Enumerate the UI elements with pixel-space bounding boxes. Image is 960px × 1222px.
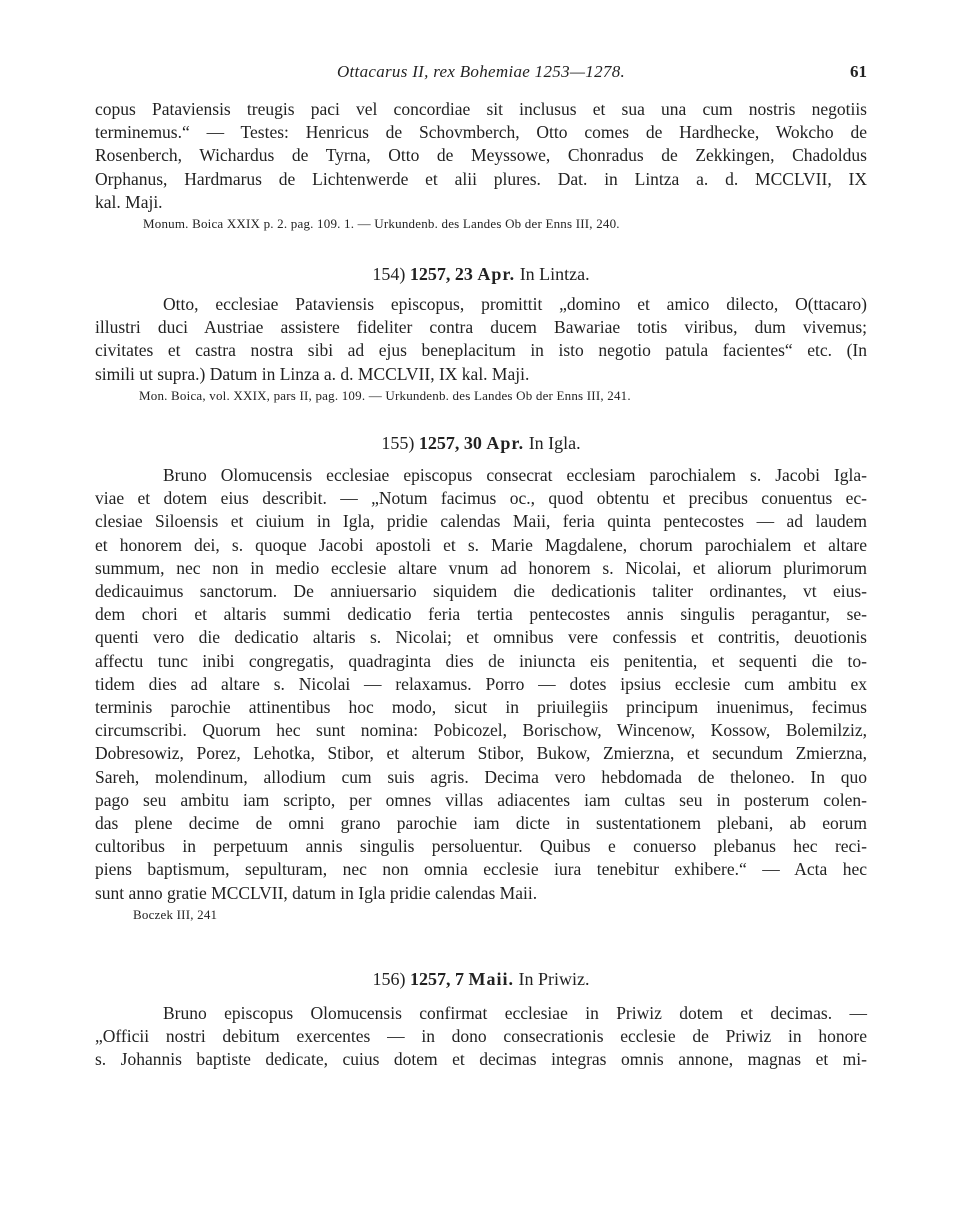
entry-heading (95, 264, 867, 285)
entry-number: 154) (372, 264, 406, 284)
text-line: quenti vero die dedicatio altaris s. Nicolai; et omnibus vere confessis et contritis, deuotionis (95, 627, 867, 648)
text-line: terminis parochie attinentibus hoc modo, sicut in priuilegiis principum inuenimus, fecimus (95, 697, 867, 718)
entry-heading (95, 969, 867, 990)
entry-place: In Priwiz. (518, 969, 590, 989)
text-line: pago seu ambitu iam scripto, per omnes villas adiacentes iam cultas seu in posterum colen- (95, 789, 867, 810)
text-line: Rosenberch, Wichardus de Tyrna, Otto de Meyssowe, Chonradus de Zekkingen, Chadoldus (95, 145, 867, 166)
text-line: das plene decime de omni grano parochie iam dicte in sustentationem plebani, ab eorum (95, 813, 867, 834)
text-line: illustri duci Austriae assistere fideliter contra ducem Bawariae totis viribus, dum vivemus; (95, 317, 867, 338)
entry-date: 1257, 30 (418, 433, 482, 453)
text-line: simili ut supra.) Datum in Linza a. d. MCCLVII, IX kal. Maji. (95, 363, 530, 384)
entry-place: In Igla. (528, 433, 581, 453)
text-line: circumscribi. Quorum hec sunt nomina: Pobicozel, Borischow, Wincenow, Kossow, Bolemilziz, (95, 720, 867, 741)
source-citation: Monum. Boica XXIX p. 2. pag. 109. 1. — Urkundenb. des Landes Ob der Enns III, 240. (143, 216, 620, 232)
entry-155 (95, 433, 867, 925)
text-line: tidem dies ad altare s. Nicolai — relaxamus. Porro — dotes ipsius ecclesie cum ambitu ex (95, 673, 867, 694)
text-line: clesiae Siloensis et ciuium in Igla, pridie calendas Maii, feria quinta pentecostes — ad laudem (95, 511, 867, 532)
entry-number: 155) (381, 433, 415, 453)
text-line: civitates et castra nostra sibi ad ejus beneplacitum in isto negotio patula facientes“ etc. (In (95, 340, 867, 361)
text-line: Otto, ecclesiae Pataviensis episcopus, promittit „domino et amico dilecto, O(ttacaro) (163, 294, 867, 314)
text-line: Sareh, molendinum, allodium cum suis agris. Decima vero hebdomada de theloneo. In quo (95, 766, 867, 787)
page-header (95, 62, 867, 86)
text-line: Bruno Olomucensis ecclesiae episcopus consecrat ecclesiam parochialem s. Jacobi Igla- (163, 465, 867, 485)
entry-heading (95, 433, 867, 454)
entry-month: Apr. (486, 433, 525, 453)
text-line: sunt anno gratie MCCLVII, datum in Igla pridie calendas Maii. (95, 882, 538, 903)
text-line: cultoribus in perpetuum annis singulis persoluentur. Quibus e conuerso plebanus hec reci- (95, 836, 867, 857)
text-line: summum, nec non in medio ecclesie altare vnum ad honorem s. Nicolai, et aliorum plurimorum (95, 557, 867, 578)
text-line: Dobresowiz, Porez, Lehotka, Stibor, et alterum Stibor, Bukow, Zmierzna, et secundum Zmierzna, (95, 743, 867, 764)
text-line: affectu tunc inibi congregatis, quadraginta dies de iniuncta eis penitentia, et sequenti die to- (95, 650, 867, 671)
text-line: copus Pataviensis treugis paci vel concordiae sit inclusus et sua una cum nostris negotiis (95, 99, 867, 119)
page-number: 61 (850, 62, 867, 81)
text-line: terminemus.“ — Testes: Henricus de Schovmberch, Otto comes de Hardhecke, Wokcho de (95, 122, 867, 143)
text-line: kal. Maji. (95, 191, 163, 212)
previous-entry-continuation (95, 98, 867, 234)
entry-place: In Lintza. (519, 264, 590, 284)
text-line: dedicauimus sanctorum. De anniuersario siquidem die dedicationis taliter ordinantes, vt eius- (95, 581, 867, 602)
text-line: „Officii nostri debitum exercentes — in dono consecrationis ecclesie de Priwiz in honore (95, 1026, 867, 1047)
source-citation: Boczek III, 241 (133, 906, 218, 922)
text-line: Orphanus, Hardmarus de Lichtenwerde et alii plures. Dat. in Lintza a. d. MCCLVII, IX (95, 168, 867, 189)
text-line: dem chori et altaris summi dedicatio feria tertia pentecostes annis singulis peragantur, se- (95, 604, 867, 625)
text-line: s. Johannis baptiste dedicate, cuius dotem et decimas integras omnis annone, magnas et mi- (95, 1049, 867, 1070)
entry-month: Maii. (468, 969, 514, 989)
text-line: piens baptismum, sepulturam, nec non omnia ecclesie iura tenebitur exhibere.“ — Acta hec (95, 859, 867, 880)
text-line: Bruno episcopus Olomucensis confirmat ecclesiae in Priwiz dotem et decimas. — (163, 1003, 867, 1023)
text-line: et honorem dei, s. quoque Jacobi apostoli et s. Marie Magdalene, chorum parochialem et altare (95, 534, 867, 555)
entry-number: 156) (372, 969, 406, 989)
text-line: viae et dotem eius describit. — „Notum facimus oc., quod obtentu et precibus conuentus ec- (95, 488, 867, 509)
entry-154 (95, 264, 867, 406)
running-title: Ottacarus II, rex Bohemiae 1253—1278. (336, 62, 626, 81)
source-citation: Mon. Boica, vol. XXIX, pars II, pag. 109. — Urkundenb. des Landes Ob der Enns III, 241. (139, 387, 631, 403)
entry-month: Apr. (477, 264, 516, 284)
entry-date: 1257, 7 (410, 969, 464, 989)
entry-date: 1257, 23 (409, 264, 473, 284)
entry-156 (95, 969, 867, 1072)
